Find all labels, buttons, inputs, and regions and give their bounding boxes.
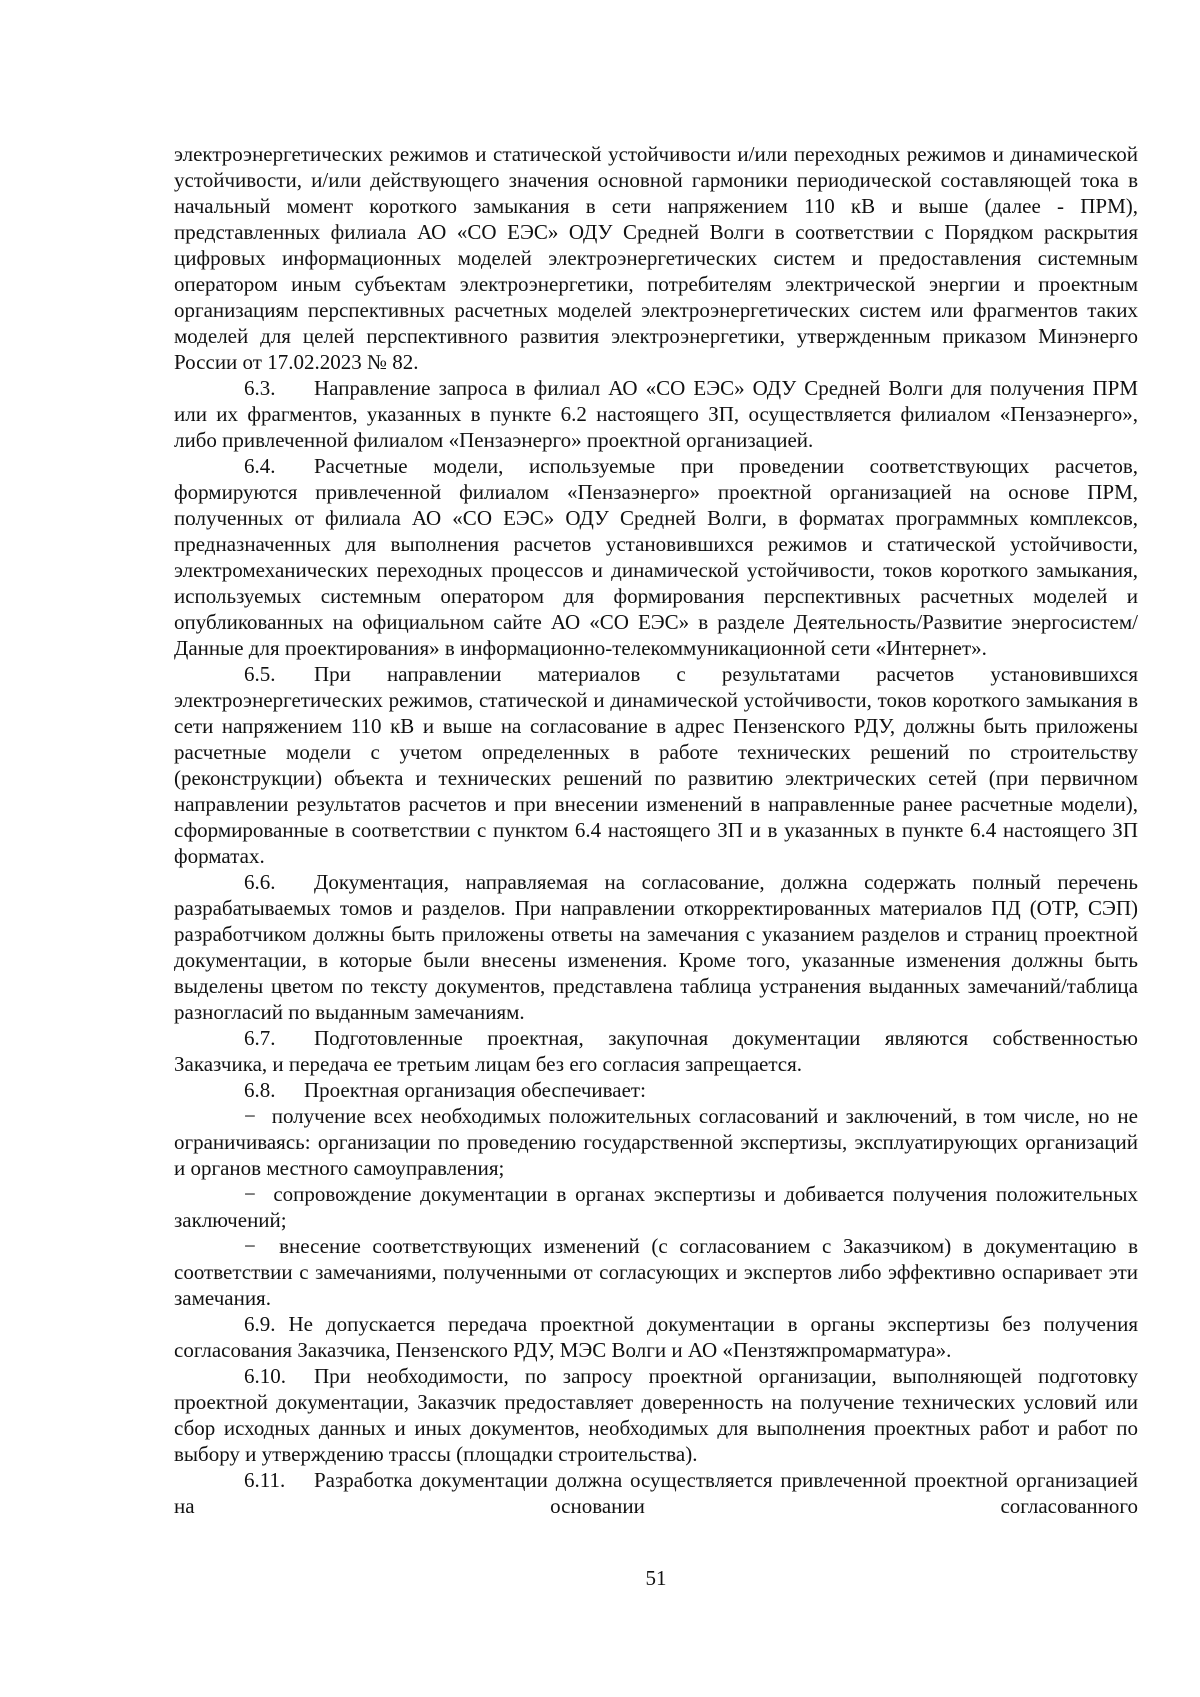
paragraph-number: 6.5.	[244, 662, 276, 686]
paragraph-text: Разработка документации должна осуществляется привлеченной проектной организацией на основании согласованного	[174, 1468, 1138, 1518]
paragraph-6-9	[174, 1311, 1138, 1363]
paragraph-text: При направлении материалов с результатами расчетов установившихся электроэнергетических режимов, статической и динамической устойчивости, токов короткого замыкания в сети напряжением 110 кВ и выше на согласование в адрес Пензенского РДУ, должны быть приложены расчетные модели с учетом определенных в работе технических решений по строительству (реконструкции) объекта и технических решений по развитию электрических сетей (при первичном направлении результатов расчетов и при внесении изменений в направленные ранее расчетные модели), сформированные в соответствии с пунктом 6.4 настоящего ЗП и в указанных в пункте 6.4 настоящего ЗП форматах.	[174, 662, 1138, 868]
paragraph-number: 6.11.	[244, 1468, 286, 1492]
paragraph-text: Подготовленные проектная, закупочная документации являются собственностью Заказчика, и передача ее третьим лицам без его согласия запрещается.	[174, 1026, 1138, 1076]
paragraph-number: 6.8.	[244, 1078, 276, 1102]
list-item-text: внесение соответствующих изменений (с согласованием с Заказчиком) в документацию в соответствии с замечаниями, полученными от согласующих и экспертов либо эффективно оспаривает эти замечания.	[174, 1234, 1138, 1310]
paragraph-number: 6.9.	[244, 1312, 276, 1336]
document-body	[174, 141, 1138, 1519]
dash-marker: −	[244, 1182, 256, 1206]
paragraph-text: Не допускается передача проектной документации в органы экспертизы без получения согласования Заказчика, Пензенского РДУ, МЭС Волги и АО «Пензтяжпромарматура».	[174, 1312, 1139, 1362]
paragraph-number: 6.10.	[244, 1364, 286, 1388]
paragraph-text: Проектная организация обеспечивает:	[304, 1078, 646, 1102]
list-item-text: сопровождение документации в органах экспертизы и добивается получения положительных заключений;	[174, 1182, 1139, 1232]
paragraph-6-11	[174, 1467, 1138, 1519]
paragraph-text: Расчетные модели, используемые при проведении соответствующих расчетов, формируются привлеченной филиалом «Пензаэнерго» проектной организацией на основе ПРМ, полученных от филиала АО «СО ЕЭС» ОДУ Средней Волги, в форматах программных комплексов, предназначенных для выполнения расчетов установившихся режимов и статической устойчивости, электромеханических переходных процессов и динамической устойчивости, токов короткого замыкания, используемых системным оператором для формирования перспективных расчетных моделей и опубликованных на официальном сайте АО «СО ЕЭС» в разделе Деятельность/Развитие энергосистем/Данные для проектирования» в информационно-телекоммуникационной сети «Интернет».	[174, 454, 1138, 660]
paragraph-6-3	[174, 375, 1138, 453]
paragraph-text: Документация, направляемая на согласование, должна содержать полный перечень разрабатываемых томов и разделов. При направлении откорректированных материалов ПД (ОТР, СЭП) разработчиком должны быть приложены ответы на замечания с указанием разделов и страниц проектной документации, в которые были внесены изменения. Кроме того, указанные изменения должны быть выделены цветом по тексту документов, представлена таблица устранения выданных замечаний/таблица разногласий по выданным замечаниям.	[174, 870, 1138, 1024]
paragraph-continuation: электроэнергетических режимов и статической устойчивости и/или переходных режимов и динамической устойчивости, и/или действующего значения основной гармоники периодической составляющей тока в начальный момент короткого замыкания в сети напряжением 110 кВ и выше (далее - ПРМ), представленных филиала АО «СО ЕЭС» ОДУ Средней Волги в соответствии с Порядком раскрытия цифровых информационных моделей электроэнергетических систем и предоставления системным оператором иным субъектам электроэнергетики, потребителям электрической энергии и проектным организациям перспективных расчетных моделей электроэнергетических систем или фрагментов таких моделей для целей перспективного развития электроэнергетики, утвержденным приказом Минэнерго России от 17.02.2023 № 82.	[174, 142, 1138, 374]
paragraph-number: 6.3.	[244, 376, 276, 400]
paragraph-6-10	[174, 1363, 1138, 1467]
paragraph-6-4	[174, 453, 1138, 661]
list-item	[174, 1233, 1138, 1311]
dash-marker: −	[244, 1104, 256, 1128]
page-number: 51	[645, 1566, 667, 1590]
list-item	[174, 1181, 1138, 1233]
paragraph-text: При необходимости, по запросу проектной организации, выполняющей подготовку проектной документации, Заказчик предоставляет доверенность на получение технических условий или сбор исходных данных и иных документов, необходимых для выполнения проектных работ и работ по выбору и утверждению трассы (площадки строительства).	[174, 1364, 1138, 1466]
list-item	[174, 1103, 1138, 1181]
paragraph-6-7	[174, 1025, 1138, 1077]
paragraph-number: 6.6.	[244, 870, 276, 894]
paragraph-number: 6.7.	[244, 1026, 276, 1050]
paragraph-text: Направление запроса в филиал АО «СО ЕЭС» ОДУ Средней Волги для получения ПРМ или их фрагментов, указанных в пункте 6.2 настоящего ЗП, осуществляется филиалом «Пензаэнерго», либо привлеченной филиалом «Пензаэнерго» проектной организацией.	[174, 376, 1138, 452]
dash-marker: −	[244, 1234, 256, 1258]
paragraph-6-5	[174, 661, 1138, 869]
paragraph-6-6	[174, 869, 1138, 1025]
list-item-text: получение всех необходимых положительных согласований и заключений, в том числе, но не ограничиваясь: организации по проведению государственной экспертизы, эксплуатирующих организаций и органов местного самоуправления;	[174, 1104, 1138, 1180]
paragraph-number: 6.4.	[244, 454, 276, 478]
paragraph-6-8	[174, 1077, 1138, 1103]
